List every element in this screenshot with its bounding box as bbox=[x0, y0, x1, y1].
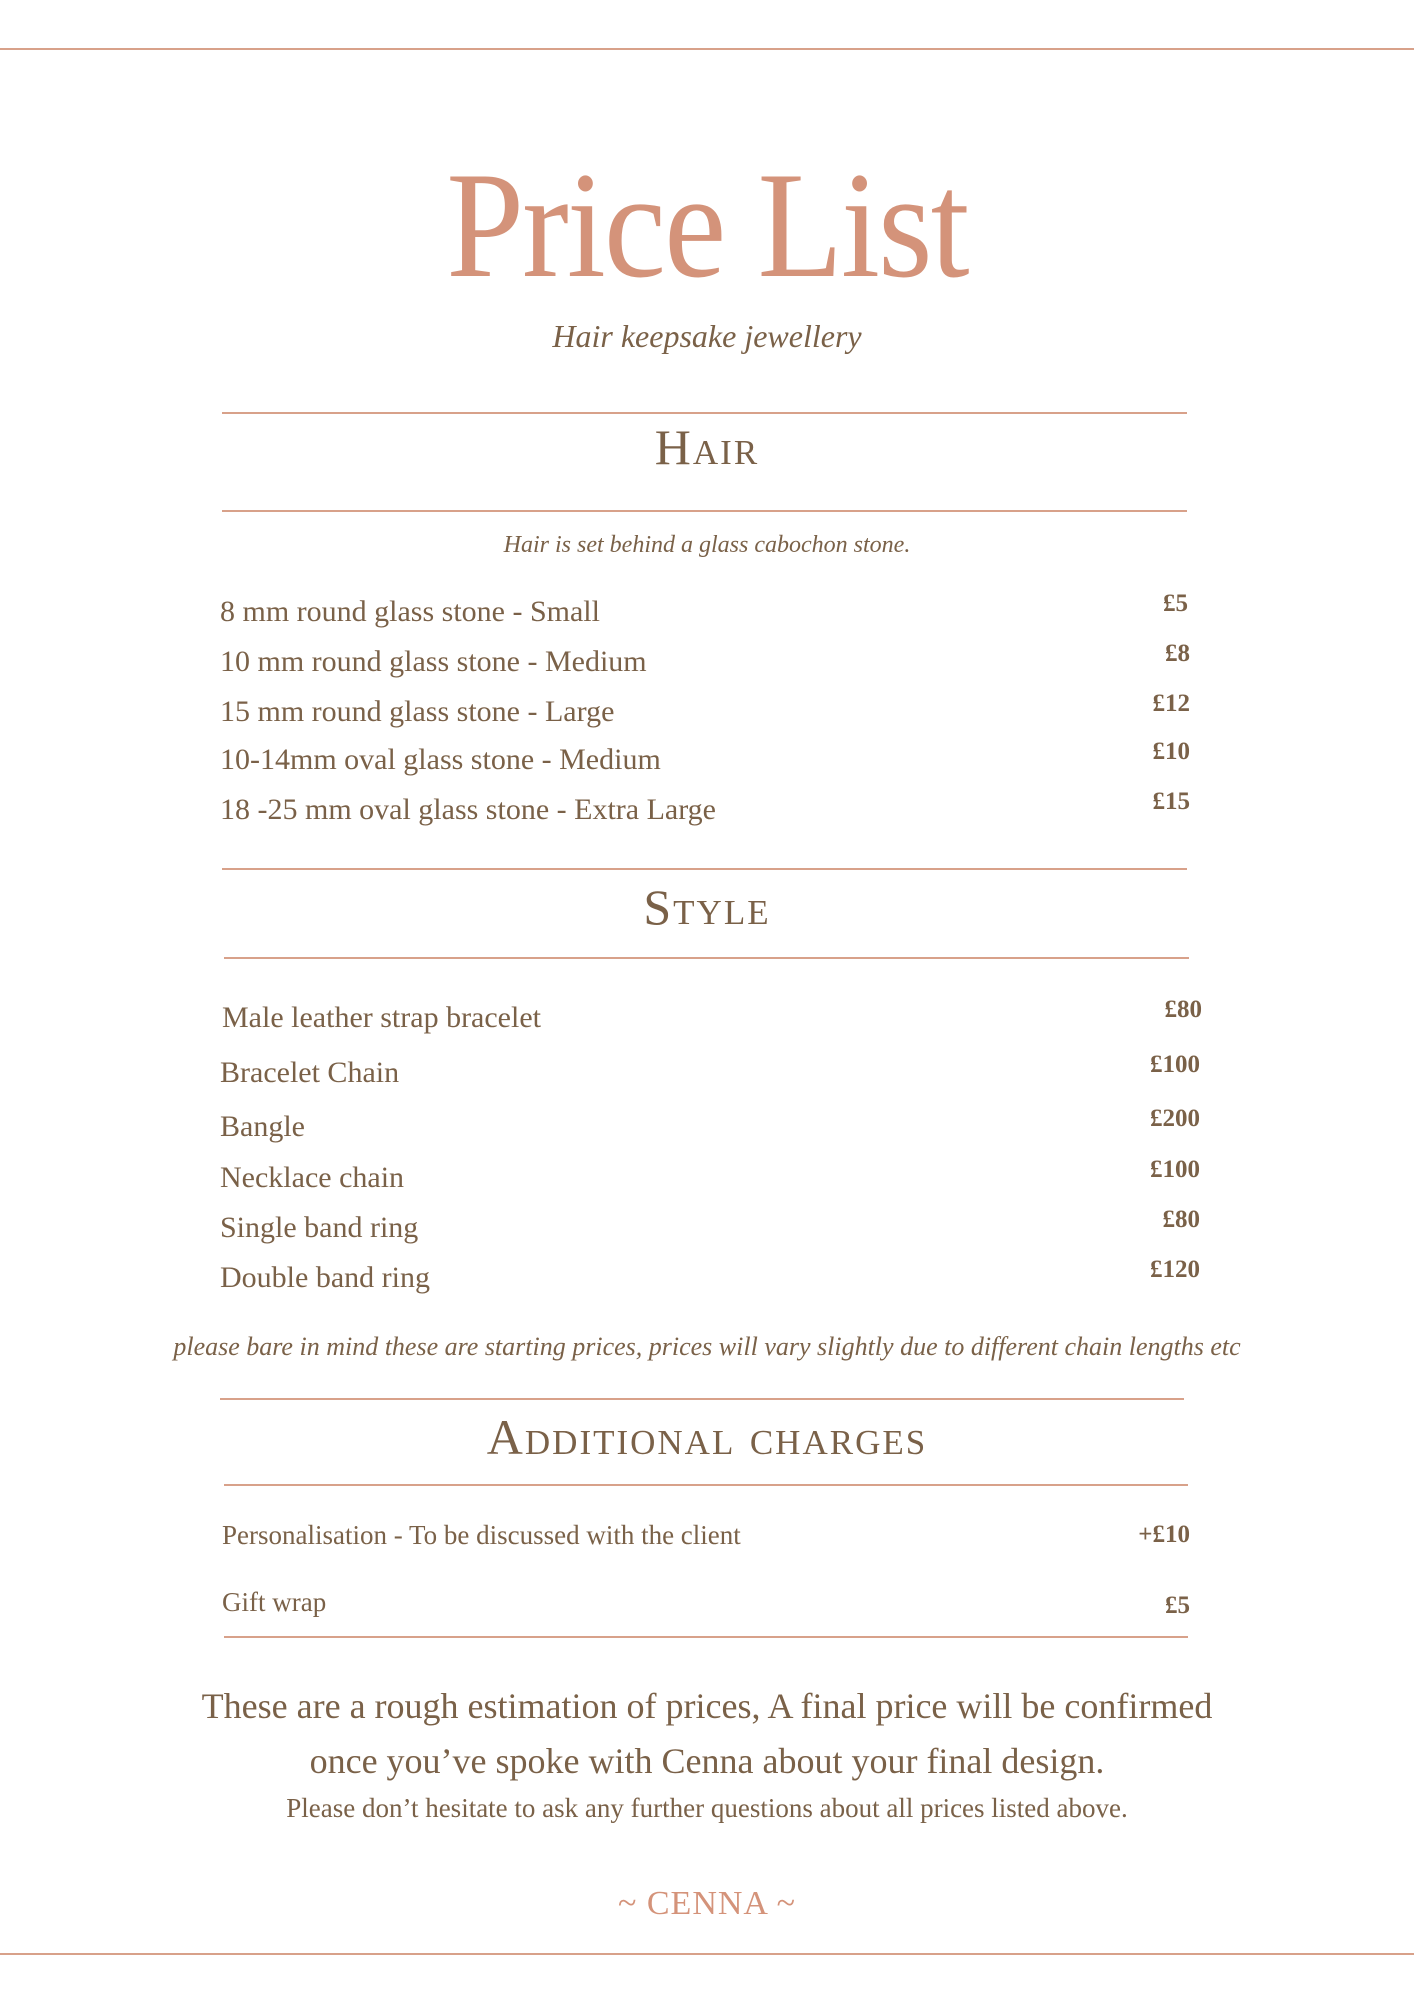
footer-questions-line: Please don’t hesitate to ask any further questions about all prices listed above. bbox=[286, 1793, 1128, 1823]
price-row bbox=[220, 740, 1200, 784]
item-price: £15 bbox=[1152, 788, 1190, 815]
item-price: +£10 bbox=[1138, 1521, 1190, 1548]
item-label: 10 mm round glass stone - Medium bbox=[220, 645, 647, 678]
style-bottom-rule bbox=[224, 957, 1189, 959]
price-row bbox=[222, 998, 1202, 1042]
price-row bbox=[222, 1515, 1190, 1559]
price-row bbox=[220, 1208, 1200, 1252]
item-label: Necklace chain bbox=[220, 1161, 405, 1194]
style-top-rule bbox=[222, 868, 1187, 870]
item-price: £10 bbox=[1152, 738, 1190, 765]
price-row bbox=[220, 790, 1200, 834]
item-price: £80 bbox=[1162, 1206, 1200, 1233]
hair-bottom-rule bbox=[222, 510, 1187, 512]
item-price: £5 bbox=[1163, 590, 1188, 617]
item-label: Bangle bbox=[220, 1110, 305, 1143]
price-row bbox=[220, 1258, 1200, 1302]
price-row bbox=[220, 592, 1200, 636]
page-subtitle: Hair keepsake jewellery bbox=[552, 318, 862, 354]
item-label: 18 -25 mm oval glass stone - Extra Large bbox=[220, 793, 716, 826]
section-heading-style: Style bbox=[643, 879, 771, 935]
additional-end-rule bbox=[224, 1636, 1188, 1638]
price-row bbox=[220, 642, 1200, 686]
item-label: Gift wrap bbox=[222, 1587, 327, 1617]
item-price: £8 bbox=[1165, 640, 1190, 667]
footer-estimate-line-1: These are a rough estimation of prices, A final price will be confirmed bbox=[201, 1686, 1213, 1726]
item-label: Personalisation - To be discussed with the client bbox=[222, 1520, 741, 1550]
item-price: £12 bbox=[1152, 690, 1190, 717]
item-label: 8 mm round glass stone - Small bbox=[220, 595, 600, 628]
item-price: £100 bbox=[1150, 1156, 1200, 1183]
brand-signature: ~ CENNA ~ bbox=[617, 1885, 797, 1922]
price-row bbox=[220, 1053, 1200, 1097]
item-label: 15 mm round glass stone - Large bbox=[220, 695, 615, 728]
section-heading-hair: Hair bbox=[654, 419, 760, 475]
item-price: £120 bbox=[1150, 1256, 1200, 1283]
bottom-border-rule bbox=[0, 1953, 1414, 1955]
item-label: Male leather strap bracelet bbox=[222, 1001, 541, 1034]
hair-note: Hair is set behind a glass cabochon stone. bbox=[503, 532, 911, 558]
price-row bbox=[220, 692, 1200, 736]
section-heading-additional-charges: Additional charges bbox=[486, 1409, 928, 1465]
item-price: £80 bbox=[1164, 996, 1202, 1023]
top-border-rule bbox=[0, 48, 1414, 50]
hair-top-rule bbox=[222, 412, 1187, 414]
item-label: Single band ring bbox=[220, 1211, 419, 1244]
page-title: Price List bbox=[446, 141, 968, 309]
additional-top-rule bbox=[220, 1398, 1184, 1400]
starting-prices-note: please bare in mind these are starting prices, prices will vary slightly due to different chain lengths etc bbox=[173, 1332, 1241, 1361]
price-row bbox=[222, 1582, 1190, 1626]
additional-bottom-rule bbox=[224, 1484, 1188, 1486]
item-price: £5 bbox=[1165, 1592, 1190, 1619]
footer-estimate-line-2: once you’ve spoke with Cenna about your final design. bbox=[309, 1741, 1105, 1781]
item-label: 10-14mm oval glass stone - Medium bbox=[220, 743, 661, 776]
item-price: £200 bbox=[1150, 1105, 1200, 1132]
price-row bbox=[220, 1107, 1200, 1151]
item-label: Double band ring bbox=[220, 1261, 430, 1294]
price-row bbox=[220, 1158, 1200, 1202]
item-label: Bracelet Chain bbox=[220, 1056, 400, 1089]
item-price: £100 bbox=[1150, 1051, 1200, 1078]
